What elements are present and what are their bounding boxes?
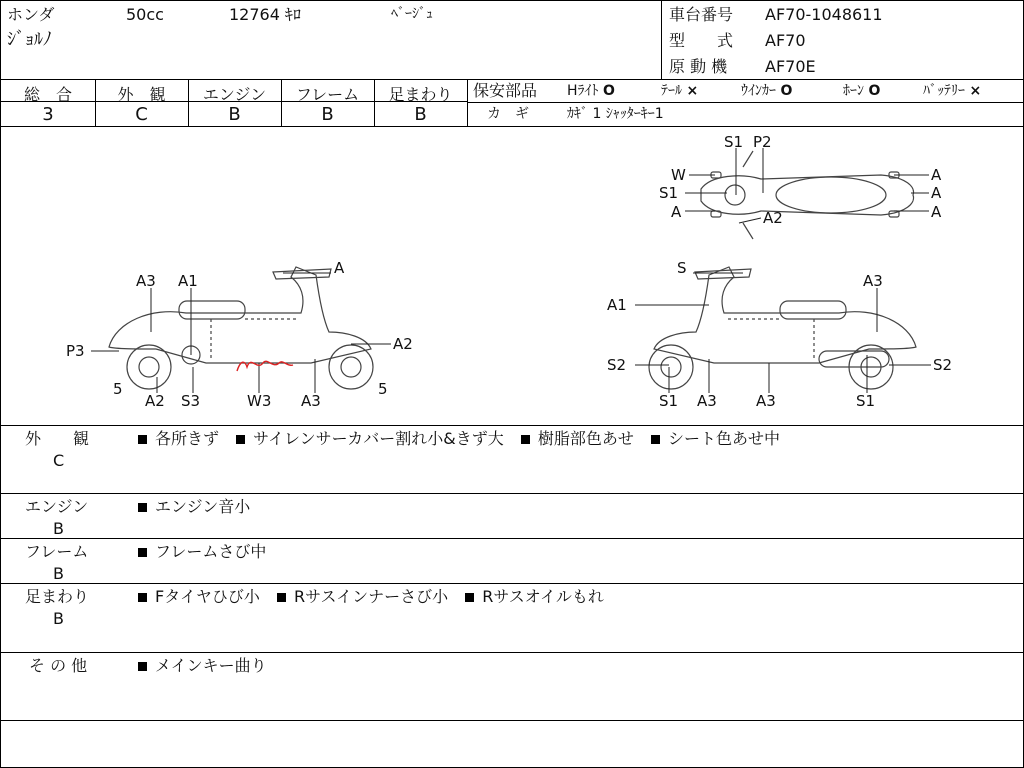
remark-suspension-label: 足まわり <box>25 587 90 606</box>
remark-exterior-label: 外 観 <box>25 429 90 448</box>
label-top-s1: S1 <box>724 133 744 151</box>
rule <box>1 493 1023 494</box>
remark-suspension-items: Fタイヤひび小 Rサスインナーさび小 Rサスオイルもれ <box>138 589 604 605</box>
color: ﾍﾞｰｼﾞｭ <box>391 6 433 22</box>
label-left-s3: S3 <box>181 392 201 410</box>
grade-header-overall: 総 合 <box>23 85 72 104</box>
label-left-w3: W3 <box>247 392 272 410</box>
remark-exterior-items: 各所きず サイレンサーカバー割れ小&きず大 樹脂部色あせ シート色あせ中 <box>138 431 780 447</box>
label-left-a1: A1 <box>178 272 198 290</box>
key-label: カ ギ <box>487 106 529 122</box>
key-value: ｶｷﾞ 1 ｼｬｯﾀｰｷｰ1 <box>567 106 664 122</box>
label-right-a3-b1: A3 <box>697 392 717 410</box>
rule <box>1 652 1023 653</box>
label-left-a: A <box>334 259 345 277</box>
label-right-s1-front: S1 <box>659 392 679 410</box>
label-right-s2-rear: S2 <box>933 356 953 374</box>
label-left-a3-bottom: A3 <box>301 392 321 410</box>
grade-engine: B <box>228 104 241 125</box>
label-left-a3: A3 <box>136 272 156 290</box>
remark-suspension-grade: B <box>53 609 64 628</box>
engine-value: AF70E <box>765 57 816 76</box>
safety-tail: ﾃｰﾙ × <box>661 83 699 99</box>
label-left-5-front: 5 <box>378 380 388 398</box>
remark-engine-label: エンジン <box>25 497 89 516</box>
rule <box>1 425 1023 426</box>
rule <box>1 583 1023 584</box>
label-left-a2-front: A2 <box>393 335 413 353</box>
grade-exterior: C <box>135 104 148 125</box>
type-label: 型 式 <box>669 31 734 50</box>
remark-other-label: そ の 他 <box>29 656 88 675</box>
label-top-p2: P2 <box>753 133 772 151</box>
label-left-a2: A2 <box>145 392 165 410</box>
grade-overall: 3 <box>42 104 54 125</box>
type-value: AF70 <box>765 31 806 50</box>
mileage: 12764 ｷﾛ <box>229 5 301 24</box>
scooter-top-view <box>701 151 914 239</box>
label-top-a-r2: A <box>931 184 942 202</box>
label-top-w: W <box>671 166 686 184</box>
remark-engine-grade: B <box>53 519 64 538</box>
label-right-a3-b2: A3 <box>756 392 776 410</box>
remark-frame-grade: B <box>53 564 64 583</box>
grade-header-suspension: 足まわり <box>388 85 453 104</box>
rule <box>1 538 1023 539</box>
label-right-a3: A3 <box>863 272 883 290</box>
label-right-s1-rear: S1 <box>856 392 876 410</box>
frame-no: AF70-1048611 <box>765 5 883 24</box>
rule <box>467 102 1023 103</box>
remark-frame-label: フレーム <box>25 542 89 561</box>
label-top-a: A <box>671 203 682 221</box>
safety-label: 保安部品 <box>473 81 538 100</box>
label-top-s1b: S1 <box>659 184 679 202</box>
remark-frame-items: フレームさび中 <box>138 544 266 560</box>
label-right-a1: A1 <box>607 296 627 314</box>
scooter-diagram <box>1 127 1023 425</box>
safety-headlight: Hﾗｲﾄ O <box>567 83 615 99</box>
rule <box>1 720 1023 721</box>
label-top-a-r3: A <box>931 203 942 221</box>
label-right-s: S <box>677 259 687 277</box>
maker: ホンダ <box>7 5 55 24</box>
grade-header-exterior: 外 観 <box>117 85 166 104</box>
safety-winker: ｳｲﾝｶｰ O <box>741 83 793 99</box>
grade-suspension: B <box>414 104 427 125</box>
grade-header-frame: フレーム <box>295 85 360 104</box>
safety-battery: ﾊﾞｯﾃﾘｰ × <box>923 83 982 99</box>
engine-label: 原 動 機 <box>669 57 728 76</box>
grade-header-engine: エンジン <box>202 85 267 104</box>
header-divider <box>661 1 662 79</box>
label-right-s2-front: S2 <box>607 356 627 374</box>
model-name: ｼﾞｮﾙﾉ <box>7 29 52 50</box>
remark-other-items: メインキー曲り <box>138 658 267 674</box>
remark-engine-items: エンジン音小 <box>138 499 250 515</box>
grade-frame: B <box>321 104 334 125</box>
label-top-a-r1: A <box>931 166 942 184</box>
frame-no-label: 車台番号 <box>669 5 734 24</box>
displacement: 50cc <box>126 5 164 24</box>
remark-exterior-grade: C <box>53 451 65 470</box>
label-left-p3: P3 <box>66 342 85 360</box>
label-left-5-rear: 5 <box>113 380 123 398</box>
safety-horn: ﾎｰﾝ O <box>843 83 881 99</box>
label-top-a2: A2 <box>763 209 783 227</box>
rule <box>1 79 1023 80</box>
